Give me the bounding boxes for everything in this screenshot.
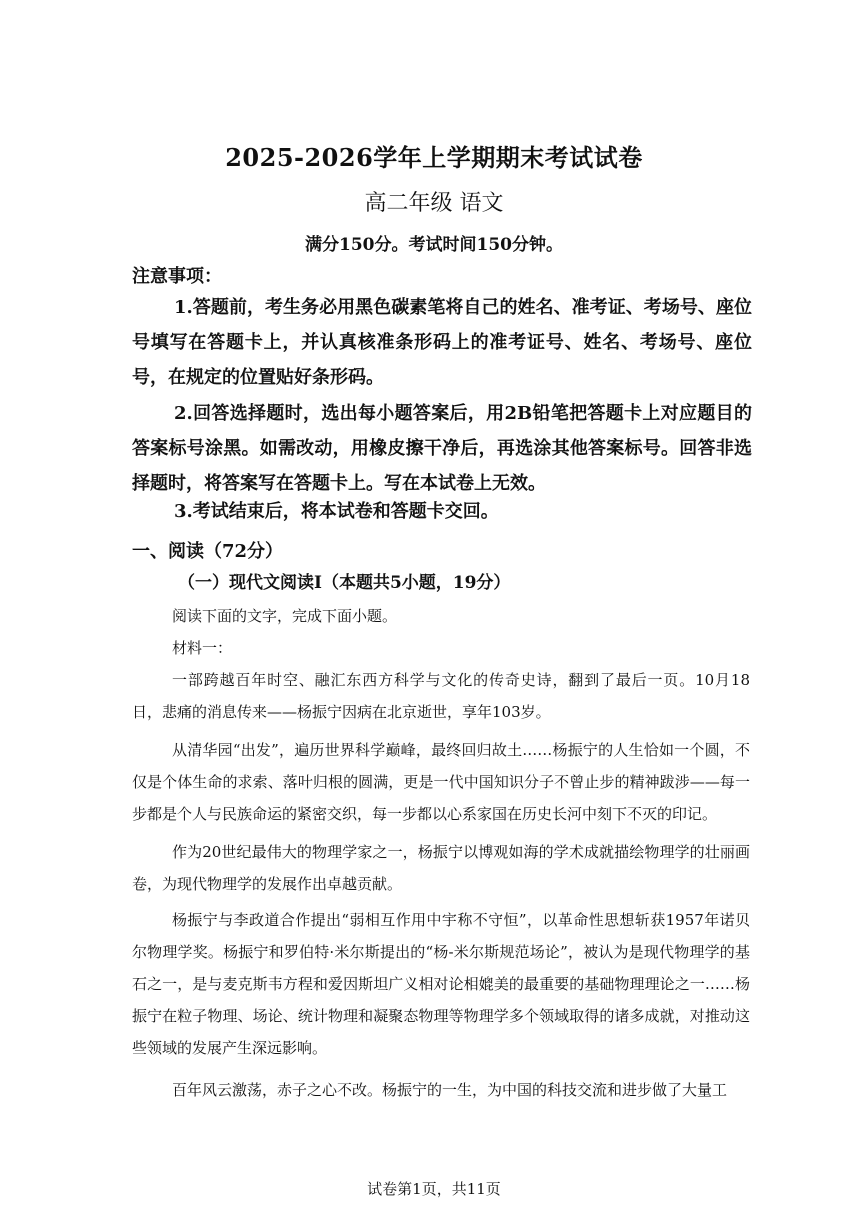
material-label: 材料一： xyxy=(172,639,233,657)
notice-item: 2.回答选择题时，选出每小题答案后，用2B铅笔把答题卡上对应题目的答案标号涂黑。如需改动，用橡皮擦干净后，再选涂其他答案标号。回答非选择题时，将答案写在答题卡上。写在本试卷上无效。 xyxy=(132,403,752,494)
reading-paragraph: 从清华园“出发”，遍历世界科学巅峰，最终回归故土……杨振宁的人生恰如一个圆，不仅是个体生命的求索、落叶归根的圆满，更是一代中国知识分子不曾止步的精神跋涉——每一步都是个人与民族命运的紧密交织，每一步都以心系家国在历史长河中刻下不灭的印记。 xyxy=(132,741,750,823)
score-line: 满分150分。考试时间150分钟。 xyxy=(305,235,563,255)
reading-paragraph: 百年风云激荡，赤子之心不改。杨振宁的一生，为中国的科技交流和进步做了大量工 xyxy=(172,1081,728,1099)
section-heading: 一、阅读（72分） xyxy=(132,541,284,562)
subsection-heading: （一）现代文阅读Ⅰ（本题共5小题，19分） xyxy=(178,573,511,593)
notice-heading: 注意事项： xyxy=(132,266,222,287)
notice-item: 1.答题前，考生务必用黑色碳素笔将自己的姓名、准考证、考场号、座位号填写在答题卡上，并认真核准条形码上的准考证号、姓名、考场号、座位号，在规定的位置贴好条形码。 xyxy=(132,297,752,388)
notice-item: 3.考试结束后，将本试卷和答题卡交回。 xyxy=(174,501,499,522)
reading-paragraph: 一部跨越百年时空、融汇东西方科学与文化的传奇史诗，翻到了最后一页。10月18日，悲痛的消息传来——杨振宁因病在北京逝世，享年103岁。 xyxy=(132,671,750,721)
exam-subtitle: 高二年级 语文 xyxy=(364,191,504,216)
exam-title: 2025-2026学年上学期期末考试试卷 xyxy=(225,143,643,172)
page-footer: 试卷第1页，共11页 xyxy=(367,1180,501,1198)
reading-paragraph: 作为20世纪最伟大的物理学家之一，杨振宁以博观如海的学术成就描绘物理学的壮丽画卷，为现代物理学的发展作出卓越贡献。 xyxy=(132,843,750,893)
reading-paragraph: 杨振宁与李政道合作提出“弱相互作用中宇称不守恒”，以革命性思想斩获1957年诺贝尔物理学奖。杨振宁和罗伯特·米尔斯提出的“杨-米尔斯规范场论”，被认为是现代物理学的基石之一，是与麦克斯韦方程和爱因斯坦广义相对论相媲美的最重要的基础物理理论之一……杨振宁在粒子物理、场论、统计物理和凝聚态物理等物理学多个领域取得的诸多成就，对推动这些领域的发展产生深远影响。 xyxy=(132,911,750,1057)
reading-instruction: 阅读下面的文字，完成下面小题。 xyxy=(172,607,398,625)
